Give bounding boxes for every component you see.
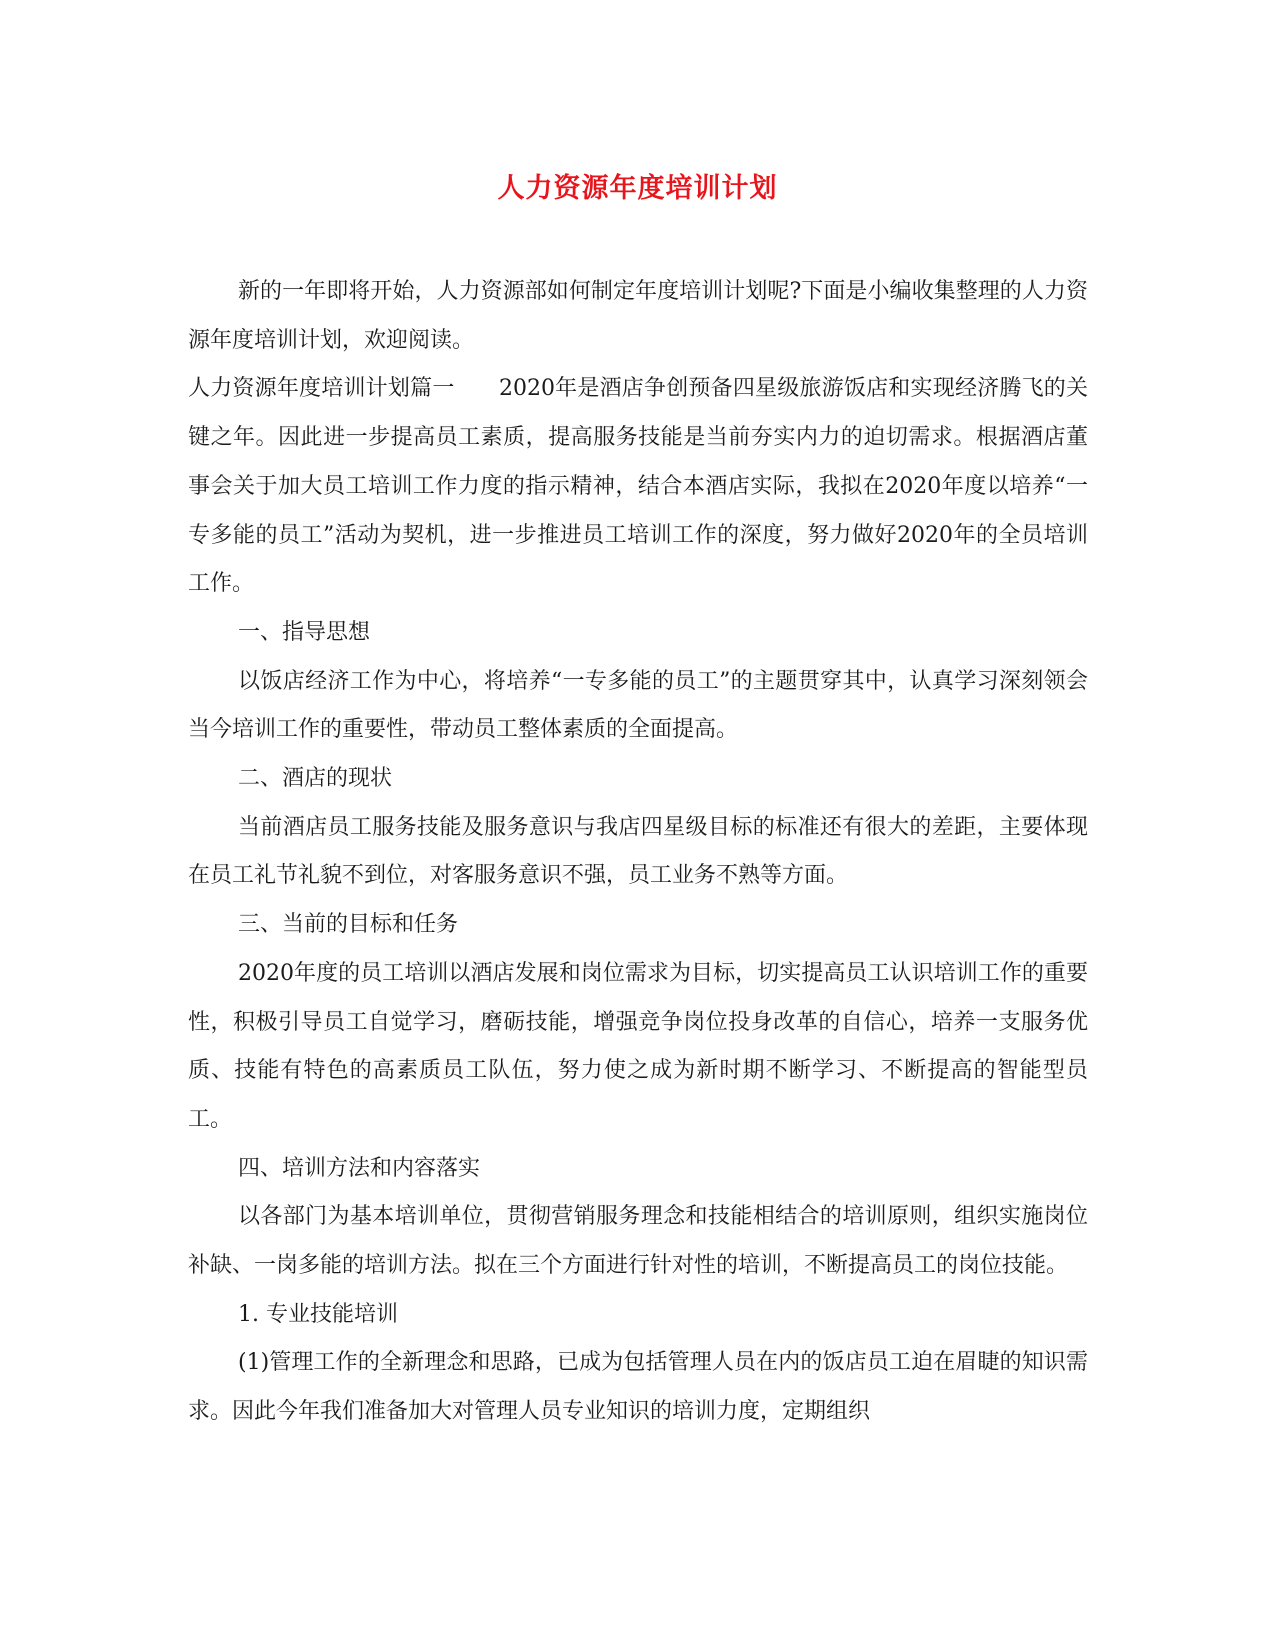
paragraph: (1)管理工作的全新理念和思路，已成为包括管理人员在内的饭店员工迫在眉睫的知识需求。因此今年我们准备加大对管理人员专业知识的培训力度，定期组织 — [188, 1350, 1088, 1425]
paragraph: 新的一年即将开始，人力资源部如何制定年度培训计划呢?下面是小编收集整理的人力资源年度培训计划，欢迎阅读。 — [188, 279, 1088, 353]
document-title: 人力资源年度培训计划 — [497, 173, 778, 204]
paragraph: 以各部门为基本培训单位，贯彻营销服务理念和技能相结合的培训原则，组织实施岗位补缺、一岗多能的培训方法。拟在三个方面进行针对性的培训，不断提高员工的岗位技能。 — [188, 1204, 1088, 1279]
paragraph: 2020年度的员工培训以酒店发展和岗位需求为目标，切实提高员工认识培训工作的重要性，积极引导员工自觉学习，磨砺技能，增强竞争岗位投身改革的自信心，培养一支服务优质、技能有特色的高素质员工队伍，努力使之成为新时期不断学习、不断提高的智能型员工。 — [188, 960, 1088, 1132]
section-heading: 三、当前的目标和任务 — [238, 912, 459, 938]
section-heading: 二、酒店的现状 — [238, 766, 393, 792]
sub-heading: 1. 专业技能培训 — [238, 1301, 398, 1327]
paragraph: 当前酒店员工服务技能及服务意识与我店四星级目标的标准还有很大的差距，主要体现在员工礼节礼貌不到位，对客服务意识不强，员工业务不熟等方面。 — [188, 814, 1088, 889]
section-heading: 一、指导思想 — [238, 619, 371, 645]
section-heading: 四、培训方法和内容落实 — [238, 1155, 481, 1181]
document-body — [188, 268, 1088, 1437]
paragraph: 以饭店经济工作为中心，将培养“一专多能的员工”的主题贯穿其中，认真学习深刻领会当今培训工作的重要性，带动员工整体素质的全面提高。 — [188, 668, 1088, 743]
paragraph: 人力资源年度培训计划篇一 2020年是酒店争创预备四星级旅游饭店和实现经济腾飞的关键之年。因此进一步提高员工素质，提高服务技能是当前夯实内力的迫切需求。根据酒店董事会关于加大员工培训工作力度的指示精神，结合本酒店实际，我拟在2020年度以培养“一专多能的员工”活动为契机，进一步推进员工培训工作的深度，努力做好2020年的全员培训工作。 — [188, 376, 1088, 597]
